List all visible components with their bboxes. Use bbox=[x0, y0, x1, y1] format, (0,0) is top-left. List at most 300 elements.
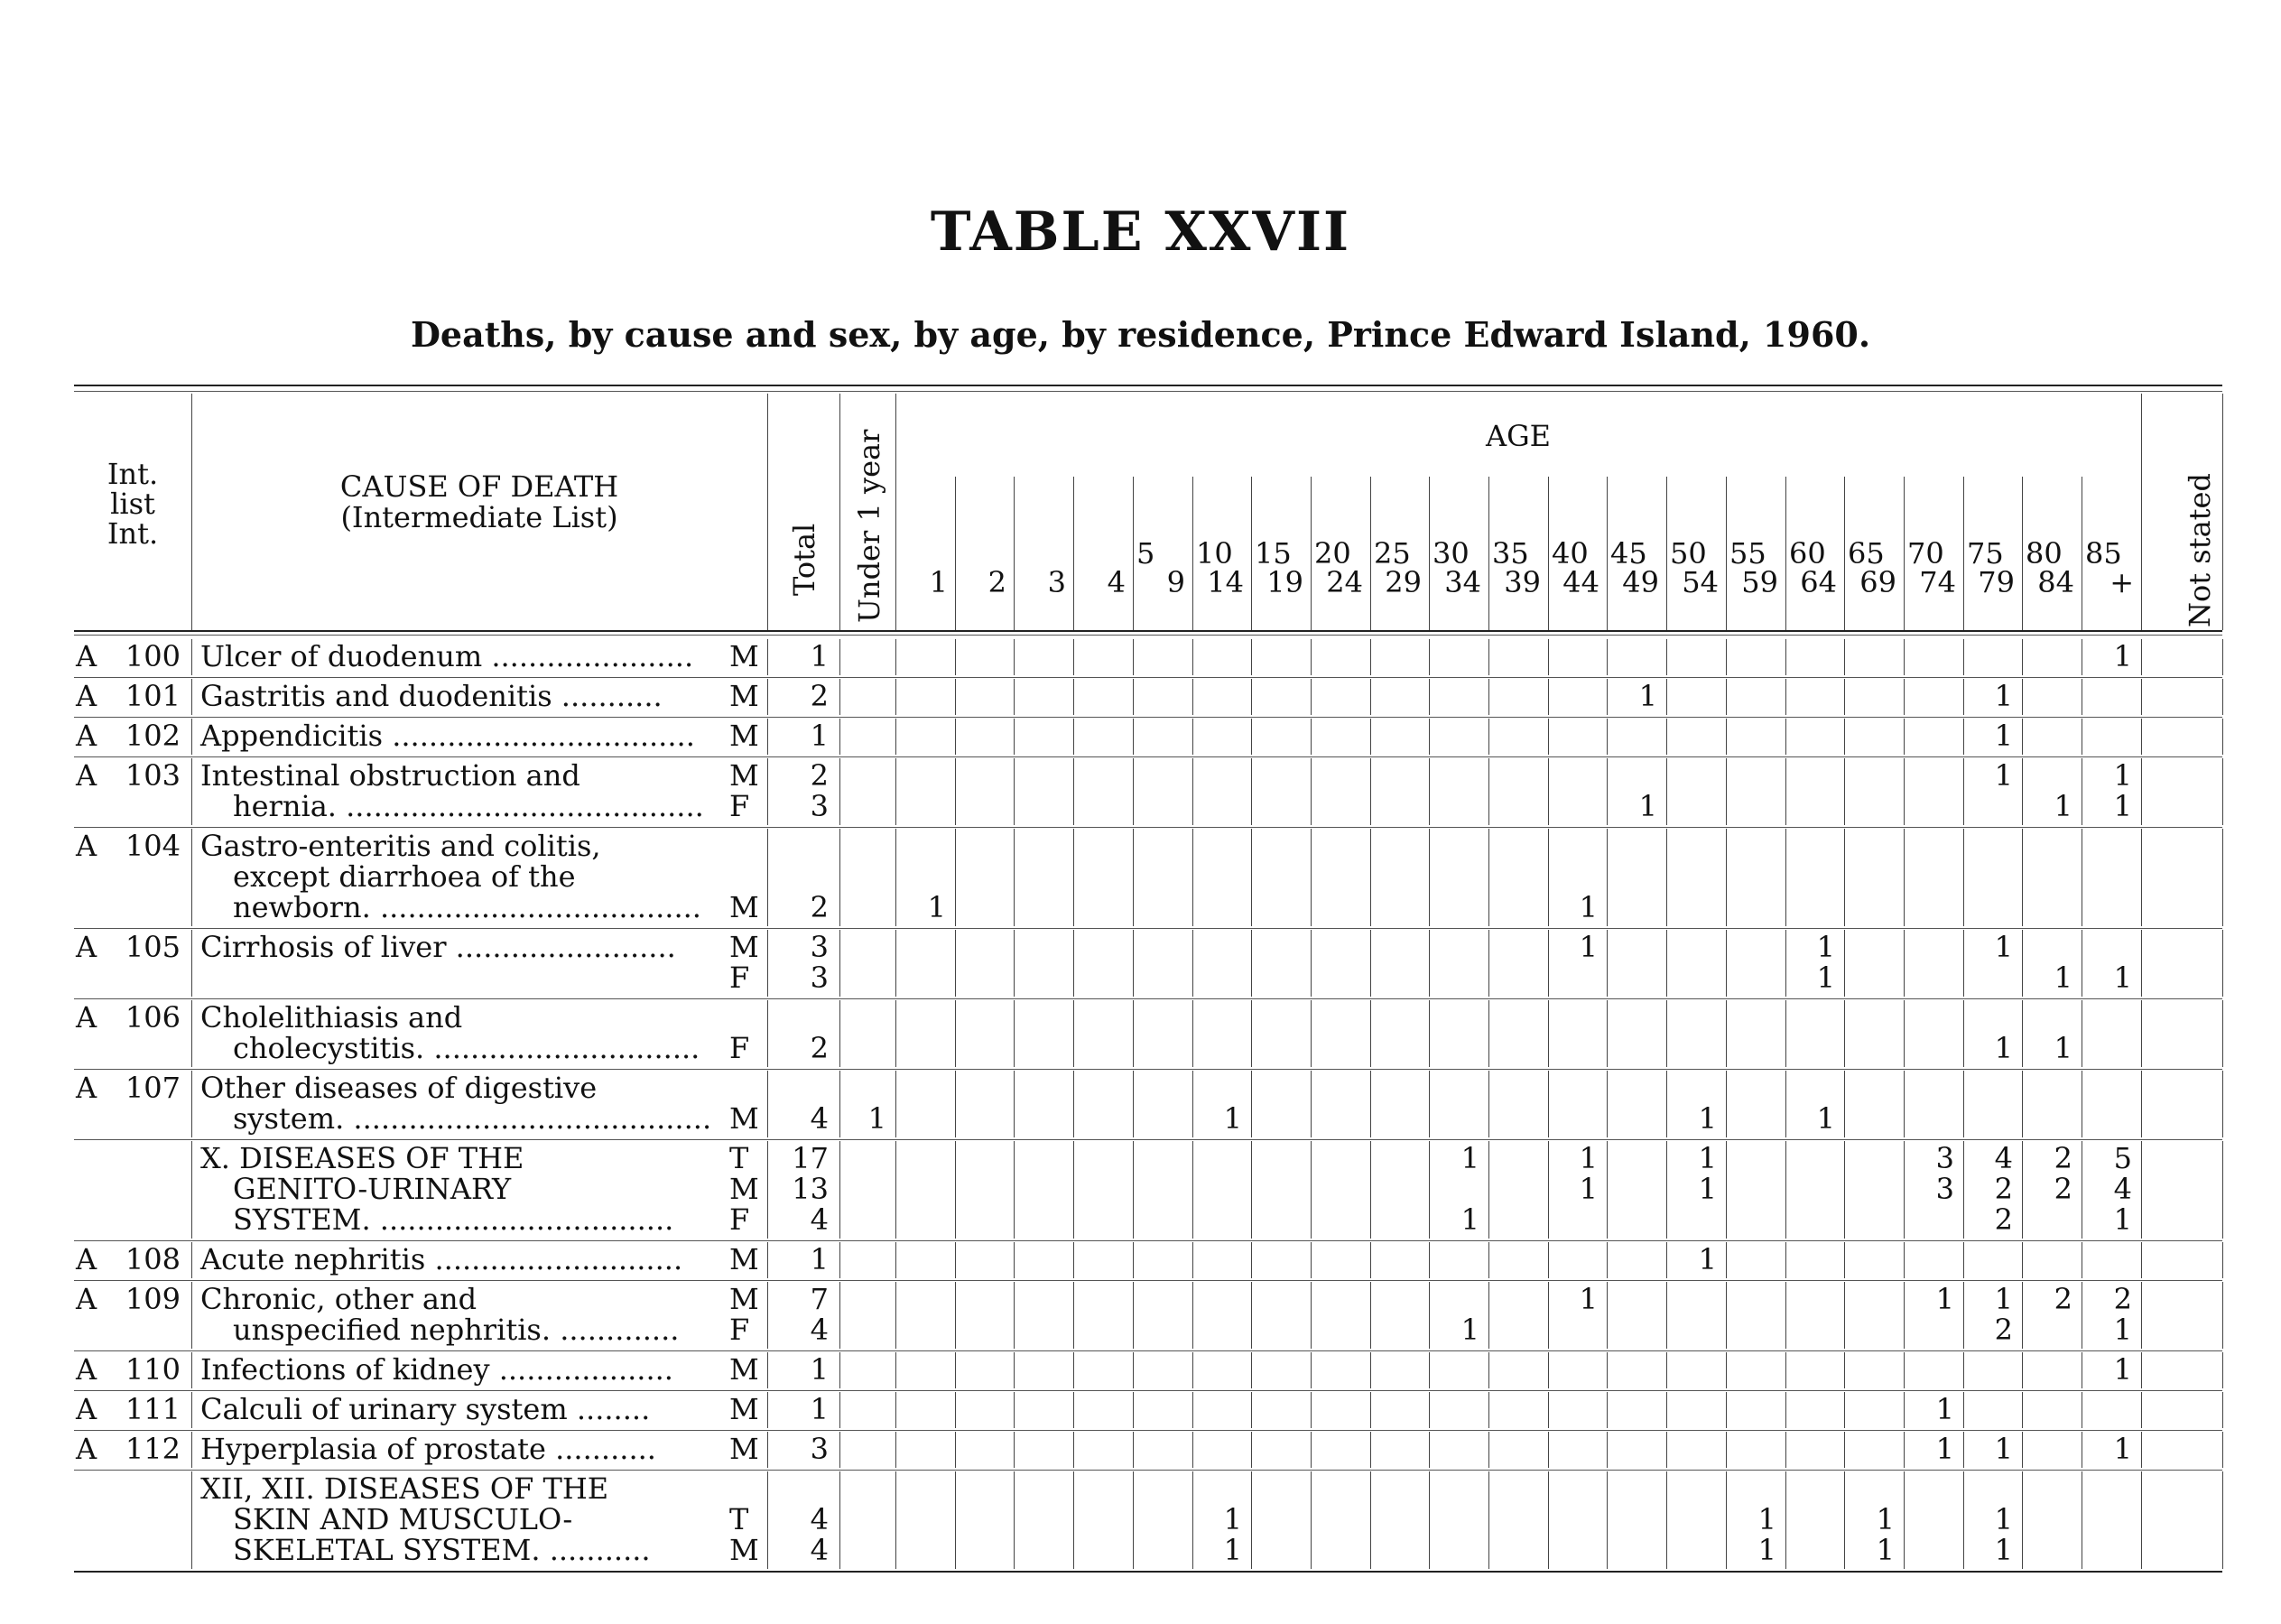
sex-code: M bbox=[729, 758, 759, 793]
sex-code: T bbox=[729, 1502, 749, 1536]
cause-label: Intestinal obstruction and bbox=[200, 758, 580, 793]
row-divider bbox=[1192, 1392, 1193, 1428]
row-divider bbox=[1073, 1352, 1074, 1388]
row-divider bbox=[1548, 1471, 1549, 1569]
row-divider bbox=[1192, 679, 1193, 715]
int-list-number: 102 bbox=[125, 719, 181, 753]
age-col-to: 74 bbox=[1919, 565, 1956, 599]
row-divider bbox=[2141, 1141, 2142, 1239]
cause-label: Calculi of urinary system ........ bbox=[200, 1392, 651, 1426]
row-divider bbox=[1607, 1071, 1608, 1137]
row-divider bbox=[191, 1071, 192, 1137]
age-col-from: 50 bbox=[1670, 536, 1707, 571]
row-divider bbox=[2022, 829, 2023, 926]
row-divider bbox=[1311, 1432, 1312, 1468]
row-divider bbox=[1311, 1242, 1312, 1278]
row-divider bbox=[839, 1282, 840, 1349]
age-col-from: 5 bbox=[1136, 536, 1155, 571]
count-cell: 1 bbox=[1994, 1282, 2013, 1316]
row-divider bbox=[1904, 1282, 1905, 1349]
row-divider bbox=[1904, 758, 1905, 825]
row-divider bbox=[1311, 1282, 1312, 1349]
sex-code: M bbox=[729, 1352, 759, 1387]
age-header-divider bbox=[1904, 477, 1905, 630]
age-header-divider bbox=[1192, 477, 1193, 630]
row-divider bbox=[1785, 1242, 1786, 1278]
row-divider bbox=[1251, 1000, 1252, 1067]
row-divider bbox=[2141, 1000, 2142, 1067]
age-col-from: 80 bbox=[2026, 536, 2063, 571]
table-bottom-rule bbox=[74, 1571, 2222, 1573]
count-cell: 1 bbox=[1579, 930, 1598, 964]
row-divider bbox=[1904, 1242, 1905, 1278]
row-divider bbox=[1666, 1071, 1667, 1137]
row-divider bbox=[1251, 1432, 1252, 1468]
age-col-to: 64 bbox=[1800, 565, 1837, 599]
row-divider bbox=[1251, 639, 1252, 675]
row-divider bbox=[1073, 1471, 1074, 1569]
row-divider bbox=[2141, 829, 2142, 926]
row-divider bbox=[1192, 1282, 1193, 1349]
row-divider bbox=[1726, 1282, 1727, 1349]
count-cell: 1 bbox=[867, 1101, 886, 1136]
row-divider bbox=[1014, 829, 1015, 926]
row-divider bbox=[1963, 719, 1964, 755]
count-cell: 1 bbox=[1816, 930, 1835, 964]
count-cell: 1 bbox=[2054, 789, 2072, 823]
row-divider bbox=[955, 1282, 956, 1349]
row-divider bbox=[1133, 1071, 1134, 1137]
total-value: 4 bbox=[810, 1101, 829, 1136]
count-cell: 1 bbox=[1698, 1141, 1717, 1175]
row-divider bbox=[1963, 1242, 1964, 1278]
row-divider bbox=[1548, 758, 1549, 825]
count-cell: 1 bbox=[1876, 1502, 1895, 1536]
row-divider bbox=[1963, 1282, 1964, 1349]
row-divider bbox=[1429, 1071, 1430, 1137]
total-value: 1 bbox=[810, 1352, 829, 1387]
cause-label: Acute nephritis ........................... bbox=[200, 1242, 683, 1276]
count-cell: 1 bbox=[2113, 1432, 2132, 1466]
row-divider bbox=[955, 1392, 956, 1428]
row-divider bbox=[1429, 758, 1430, 825]
row-divider bbox=[1726, 1352, 1727, 1388]
cause-label: Gastritis and duodenitis ........... bbox=[200, 679, 663, 713]
count-cell: 1 bbox=[1579, 1282, 1598, 1316]
sex-code: M bbox=[729, 1392, 759, 1426]
age-col-from: 30 bbox=[1433, 536, 1470, 571]
row-divider bbox=[1192, 1471, 1193, 1569]
sex-code: F bbox=[729, 789, 750, 823]
row-divider bbox=[1429, 1392, 1430, 1428]
row-divider bbox=[839, 930, 840, 997]
row-divider bbox=[2022, 930, 2023, 997]
sex-code: F bbox=[729, 1031, 750, 1065]
count-cell: 3 bbox=[1935, 1141, 1954, 1175]
row-divider bbox=[895, 719, 896, 755]
age-col-from: 85 bbox=[2085, 536, 2122, 571]
row-divider bbox=[1073, 1141, 1074, 1239]
count-cell: 5 bbox=[2113, 1141, 2132, 1175]
row-divider bbox=[1192, 1000, 1193, 1067]
sex-code: M bbox=[729, 1282, 759, 1316]
count-cell: 1 bbox=[1816, 960, 1835, 995]
row-divider bbox=[1370, 639, 1371, 675]
header-divider bbox=[839, 394, 840, 630]
row-divider bbox=[1370, 1141, 1371, 1239]
int-list-number: 107 bbox=[125, 1071, 181, 1105]
row-divider bbox=[191, 1392, 192, 1428]
row-divider bbox=[1548, 829, 1549, 926]
row-divider bbox=[1311, 679, 1312, 715]
row-rule bbox=[74, 827, 2222, 828]
header-divider bbox=[767, 394, 768, 630]
row-divider bbox=[1844, 1242, 1845, 1278]
count-cell: 1 bbox=[2113, 1352, 2132, 1387]
count-cell: 1 bbox=[1935, 1392, 1954, 1426]
row-divider bbox=[1133, 1432, 1134, 1468]
row-divider bbox=[1073, 639, 1074, 675]
count-cell: 4 bbox=[1994, 1141, 2013, 1175]
row-divider bbox=[767, 639, 768, 675]
row-divider bbox=[895, 758, 896, 825]
row-divider bbox=[1785, 1471, 1786, 1569]
row-rule bbox=[74, 756, 2222, 757]
row-divider bbox=[1904, 1000, 1905, 1067]
row-divider bbox=[767, 1352, 768, 1388]
row-divider bbox=[2141, 639, 2142, 675]
row-divider bbox=[895, 1282, 896, 1349]
row-divider bbox=[1607, 719, 1608, 755]
sex-code: F bbox=[729, 1202, 750, 1237]
cause-label: Cirrhosis of liver ........................ bbox=[200, 930, 676, 964]
row-divider bbox=[2141, 719, 2142, 755]
row-divider bbox=[1014, 1141, 1015, 1239]
row-divider bbox=[1488, 829, 1489, 926]
row-divider bbox=[1429, 1471, 1430, 1569]
count-cell: 1 bbox=[1460, 1141, 1479, 1175]
row-divider bbox=[1429, 1282, 1430, 1349]
row-divider bbox=[1488, 930, 1489, 997]
row-divider bbox=[1014, 1352, 1015, 1388]
row-divider bbox=[1666, 829, 1667, 926]
row-divider bbox=[955, 1432, 956, 1468]
row-divider bbox=[1311, 1471, 1312, 1569]
row-divider bbox=[1726, 1432, 1727, 1468]
row-divider bbox=[1844, 1352, 1845, 1388]
row-divider bbox=[1370, 1282, 1371, 1349]
age-col-to: 19 bbox=[1266, 565, 1303, 599]
row-divider bbox=[1488, 679, 1489, 715]
row-divider bbox=[1429, 1000, 1430, 1067]
row-divider bbox=[1666, 1471, 1667, 1569]
row-divider bbox=[1488, 1000, 1489, 1067]
row-divider bbox=[1844, 1392, 1845, 1428]
row-divider bbox=[1014, 930, 1015, 997]
header-bottom-rule-2 bbox=[74, 635, 2222, 636]
row-divider bbox=[2141, 1071, 2142, 1137]
row-divider bbox=[1133, 1471, 1134, 1569]
row-divider bbox=[2222, 1071, 2223, 1137]
age-header: AGE bbox=[1485, 419, 1552, 453]
total-value: 4 bbox=[810, 1313, 829, 1347]
cause-label: SKELETAL SYSTEM. ........... bbox=[233, 1533, 651, 1567]
row-divider bbox=[1429, 930, 1430, 997]
int-list-code: A bbox=[76, 758, 97, 793]
row-divider bbox=[1429, 829, 1430, 926]
row-rule bbox=[74, 1350, 2222, 1351]
row-divider bbox=[1192, 1141, 1193, 1239]
row-divider bbox=[1844, 1282, 1845, 1349]
row-divider bbox=[767, 1282, 768, 1349]
row-divider bbox=[1014, 1432, 1015, 1468]
count-cell: 1 bbox=[1876, 1533, 1895, 1567]
cause-label: Cholelithiasis and bbox=[200, 1000, 463, 1035]
row-divider bbox=[2022, 758, 2023, 825]
row-divider bbox=[1251, 758, 1252, 825]
row-divider bbox=[895, 1392, 896, 1428]
row-divider bbox=[1548, 1000, 1549, 1067]
int-list-header: Int. bbox=[107, 457, 159, 491]
age-col-to: 44 bbox=[1562, 565, 1599, 599]
row-divider bbox=[1844, 1071, 1845, 1137]
row-divider bbox=[2022, 1000, 2023, 1067]
row-divider bbox=[1607, 1000, 1608, 1067]
row-divider bbox=[1311, 758, 1312, 825]
count-cell: 1 bbox=[1757, 1502, 1776, 1536]
row-rule bbox=[74, 1470, 2222, 1471]
row-divider bbox=[839, 829, 840, 926]
cause-label: Infections of kidney ................... bbox=[200, 1352, 673, 1387]
int-list-number: 103 bbox=[125, 758, 181, 793]
row-divider bbox=[1904, 1071, 1905, 1137]
age-header-divider bbox=[1311, 477, 1312, 630]
row-divider bbox=[895, 679, 896, 715]
row-rule bbox=[74, 998, 2222, 999]
row-divider bbox=[1370, 829, 1371, 926]
cause-label: unspecified nephritis. ............. bbox=[233, 1313, 680, 1347]
row-divider bbox=[1429, 679, 1430, 715]
row-divider bbox=[1904, 719, 1905, 755]
cause-label: SYSTEM. ................................ bbox=[233, 1202, 674, 1237]
int-list-code: A bbox=[76, 679, 97, 713]
age-header-divider bbox=[1133, 477, 1134, 630]
count-cell: 1 bbox=[1994, 758, 2013, 793]
row-divider bbox=[1370, 679, 1371, 715]
row-divider bbox=[2022, 719, 2023, 755]
row-divider bbox=[955, 679, 956, 715]
count-cell: 1 bbox=[1579, 1172, 1598, 1206]
row-divider bbox=[1785, 1282, 1786, 1349]
row-divider bbox=[1844, 1141, 1845, 1239]
count-cell: 1 bbox=[1816, 1101, 1835, 1136]
row-divider bbox=[1370, 930, 1371, 997]
row-divider bbox=[1666, 679, 1667, 715]
row-divider bbox=[1133, 639, 1134, 675]
count-cell: 2 bbox=[2054, 1282, 2072, 1316]
row-divider bbox=[1192, 1432, 1193, 1468]
table-top-rule-2 bbox=[74, 391, 2222, 392]
total-value: 1 bbox=[810, 719, 829, 753]
sex-code: F bbox=[729, 960, 750, 995]
age-col-to: 59 bbox=[1741, 565, 1778, 599]
row-divider bbox=[1370, 758, 1371, 825]
row-divider bbox=[839, 679, 840, 715]
row-divider bbox=[1014, 1000, 1015, 1067]
age-header-divider bbox=[1666, 477, 1667, 630]
row-divider bbox=[1963, 829, 1964, 926]
age-header-divider bbox=[2022, 477, 2023, 630]
row-divider bbox=[1726, 829, 1727, 926]
int-list-code: A bbox=[76, 1432, 97, 1466]
count-cell: 1 bbox=[1698, 1101, 1717, 1136]
row-divider bbox=[1844, 829, 1845, 926]
row-divider bbox=[1548, 1352, 1549, 1388]
row-divider bbox=[2141, 1282, 2142, 1349]
row-divider bbox=[1607, 1392, 1608, 1428]
row-divider bbox=[1548, 930, 1549, 997]
count-cell: 1 bbox=[2113, 758, 2132, 793]
row-divider bbox=[1192, 1352, 1193, 1388]
row-divider bbox=[1251, 1071, 1252, 1137]
row-divider bbox=[1607, 1471, 1608, 1569]
row-divider bbox=[1904, 1432, 1905, 1468]
row-divider bbox=[767, 719, 768, 755]
row-divider bbox=[1666, 639, 1667, 675]
row-divider bbox=[1311, 829, 1312, 926]
age-col-to: 79 bbox=[1978, 565, 2015, 599]
int-list-code: A bbox=[76, 1352, 97, 1387]
row-rule bbox=[74, 1069, 2222, 1070]
row-divider bbox=[2141, 1242, 2142, 1278]
row-divider bbox=[1192, 1071, 1193, 1137]
row-divider bbox=[2222, 1141, 2223, 1239]
row-divider bbox=[1963, 1392, 1964, 1428]
row-divider bbox=[1251, 1242, 1252, 1278]
row-divider bbox=[1844, 639, 1845, 675]
sex-code: M bbox=[729, 1242, 759, 1276]
row-divider bbox=[1963, 1352, 1964, 1388]
age-header-divider bbox=[1726, 477, 1727, 630]
row-divider bbox=[2141, 1352, 2142, 1388]
sex-code: T bbox=[729, 1141, 749, 1175]
row-divider bbox=[191, 639, 192, 675]
row-divider bbox=[1785, 1432, 1786, 1468]
sex-code: M bbox=[729, 719, 759, 753]
row-divider bbox=[1370, 1352, 1371, 1388]
row-divider bbox=[955, 1000, 956, 1067]
row-divider bbox=[1488, 1432, 1489, 1468]
row-divider bbox=[895, 829, 896, 926]
row-divider bbox=[1073, 1071, 1074, 1137]
age-col-to: + bbox=[2109, 565, 2134, 599]
row-divider bbox=[2141, 930, 2142, 997]
row-divider bbox=[1251, 1471, 1252, 1569]
total-value: 2 bbox=[810, 1031, 829, 1065]
row-divider bbox=[2222, 639, 2223, 675]
row-divider bbox=[1488, 1141, 1489, 1239]
total-value: 4 bbox=[810, 1502, 829, 1536]
row-divider bbox=[1370, 1471, 1371, 1569]
count-cell: 1 bbox=[1757, 1533, 1776, 1567]
row-divider bbox=[1785, 829, 1786, 926]
total-value: 4 bbox=[810, 1202, 829, 1237]
row-divider bbox=[1192, 639, 1193, 675]
total-value: 3 bbox=[810, 1432, 829, 1466]
age-col-to: 14 bbox=[1207, 565, 1244, 599]
row-divider bbox=[1311, 930, 1312, 997]
sex-code: M bbox=[729, 1533, 759, 1567]
row-divider bbox=[1133, 1141, 1134, 1239]
row-divider bbox=[1311, 1352, 1312, 1388]
row-divider bbox=[1251, 1392, 1252, 1428]
age-col-to: 39 bbox=[1504, 565, 1541, 599]
row-divider bbox=[1429, 1432, 1430, 1468]
row-divider bbox=[1904, 829, 1905, 926]
row-divider bbox=[1311, 1392, 1312, 1428]
row-divider bbox=[1014, 1242, 1015, 1278]
total-value: 7 bbox=[810, 1282, 829, 1316]
row-divider bbox=[2022, 1071, 2023, 1137]
cause-label: system. ....................................... bbox=[233, 1101, 712, 1136]
row-divider bbox=[839, 639, 840, 675]
row-divider bbox=[1133, 1000, 1134, 1067]
row-rule bbox=[74, 1240, 2222, 1241]
row-divider bbox=[895, 1141, 896, 1239]
row-divider bbox=[2141, 679, 2142, 715]
row-divider bbox=[1904, 639, 1905, 675]
row-divider bbox=[1014, 758, 1015, 825]
header-divider bbox=[2141, 394, 2142, 630]
age-col-to: 54 bbox=[1682, 565, 1719, 599]
age-header-divider bbox=[1488, 477, 1489, 630]
row-divider bbox=[1370, 1392, 1371, 1428]
row-divider bbox=[2222, 1000, 2223, 1067]
cause-label: Appendicitis ................................. bbox=[200, 719, 695, 753]
row-divider bbox=[1488, 1071, 1489, 1137]
row-divider bbox=[1607, 1141, 1608, 1239]
count-cell: 1 bbox=[1935, 1282, 1954, 1316]
count-cell: 1 bbox=[1994, 1533, 2013, 1567]
total-value: 2 bbox=[810, 679, 829, 713]
row-divider bbox=[1133, 1392, 1134, 1428]
count-cell: 2 bbox=[1994, 1202, 2013, 1237]
age-header-divider bbox=[1073, 477, 1074, 630]
row-divider bbox=[955, 1352, 956, 1388]
age-col-to: 34 bbox=[1444, 565, 1481, 599]
row-divider bbox=[1073, 930, 1074, 997]
row-divider bbox=[895, 1352, 896, 1388]
count-cell: 1 bbox=[1994, 930, 2013, 964]
total-value: 13 bbox=[792, 1172, 829, 1206]
count-cell: 1 bbox=[1638, 789, 1657, 823]
age-header-divider bbox=[1785, 477, 1786, 630]
row-divider bbox=[1488, 1242, 1489, 1278]
row-divider bbox=[2022, 639, 2023, 675]
int-list-code: A bbox=[76, 1242, 97, 1276]
row-divider bbox=[191, 1432, 192, 1468]
age-col-from: 65 bbox=[1848, 536, 1885, 571]
row-divider bbox=[1311, 1000, 1312, 1067]
row-divider bbox=[1370, 1432, 1371, 1468]
age-col-from: 25 bbox=[1374, 536, 1411, 571]
int-list-number: 108 bbox=[125, 1242, 181, 1276]
cause-label: X. DISEASES OF THE bbox=[200, 1141, 524, 1175]
row-divider bbox=[1133, 1352, 1134, 1388]
age-header-divider bbox=[1844, 477, 1845, 630]
cause-label: cholecystitis. ............................. bbox=[233, 1031, 700, 1065]
row-divider bbox=[191, 829, 192, 926]
